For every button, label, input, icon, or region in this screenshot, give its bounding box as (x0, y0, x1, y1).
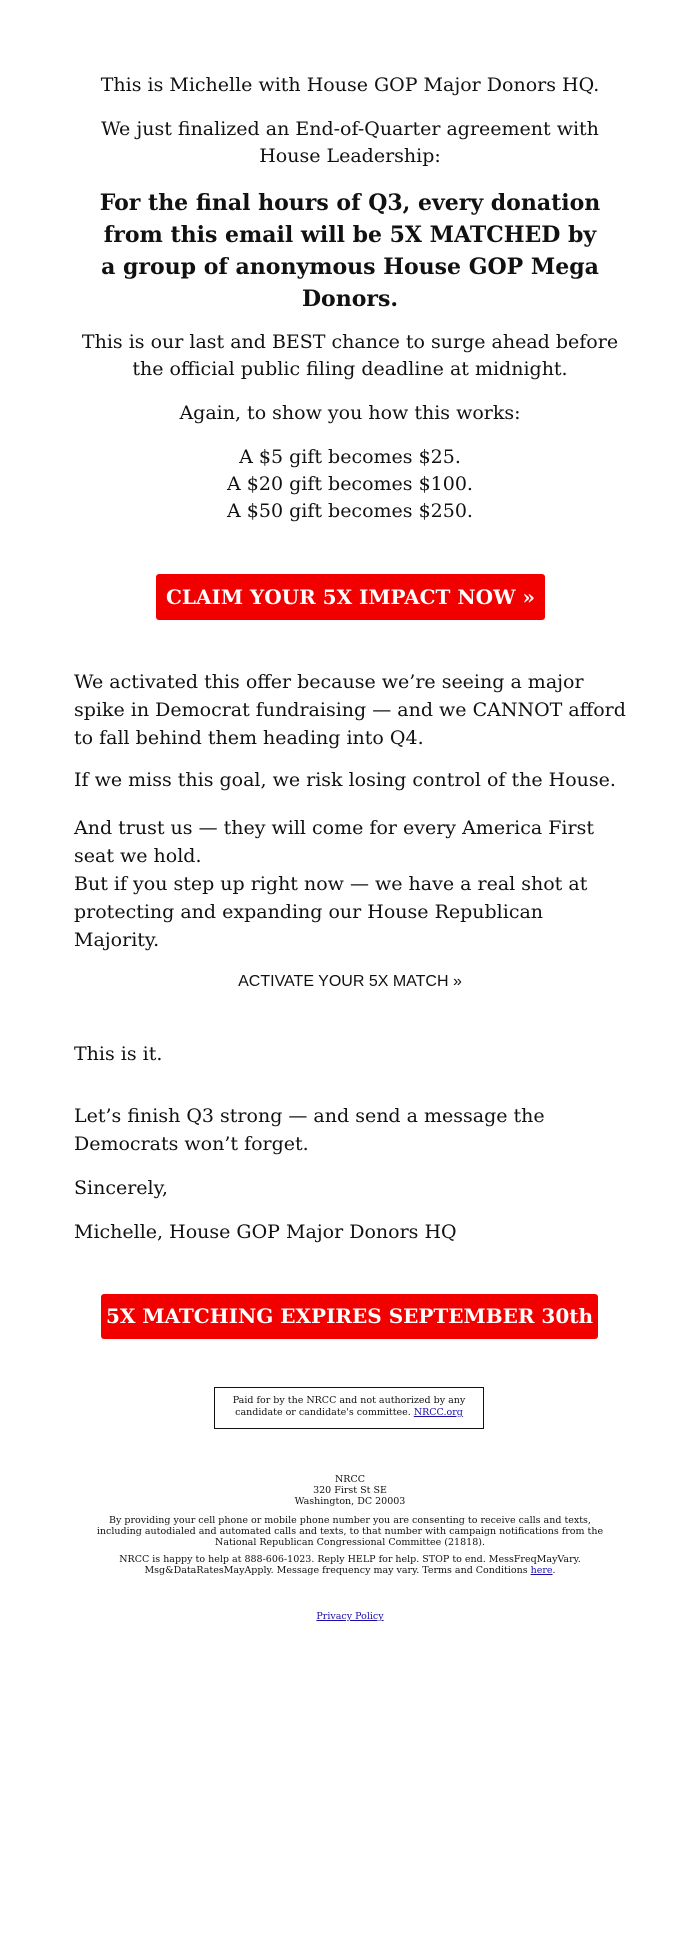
examples-list (0, 444, 700, 525)
chance-text: This is our last and BEST chance to surge ahead before the official public filing deadline at midnight. (81, 331, 619, 380)
signature-text: Michelle, House GOP Major Donors HQ (74, 1221, 457, 1243)
trust-line: And trust us — they will come for every America First seat we hold. (74, 817, 594, 867)
body-paragraph-trust (0, 814, 700, 954)
footer-address (0, 1474, 700, 1507)
disclaimer-text: Paid for by the NRCC and not authorized by any candidate or candidate's committee. (232, 1395, 466, 1418)
example-item: A $50 gift becomes $250. (227, 500, 473, 522)
greeting-text: This is Michelle with House GOP Major Donors HQ. (100, 74, 600, 96)
step-up-line: But if you step up right now — we have a real shot at protecting and expanding our House Republican Majority. (74, 873, 588, 951)
sincerely-text: Sincerely, (74, 1177, 168, 1199)
this-is-it-text: This is it. (74, 1043, 163, 1065)
headline: For the final hours of Q3, every donation from this email will be 5X MATCHED by a group of anonymous House GOP Mega Donors. (99, 190, 601, 312)
example-item: A $5 gift becomes $25. (239, 446, 461, 468)
footer-privacy (0, 1611, 700, 1622)
example-item: A $20 gift becomes $100. (227, 473, 473, 495)
footer-consent: By providing your cell phone or mobile phone number you are consenting to receive calls and texts, including autodialed and automated calls and texts, to that number with campaign notifications from the National Republican Congressional Committee (21818). (96, 1515, 604, 1548)
finish-text: Let’s finish Q3 strong — and send a message the Democrats won’t forget. (74, 1105, 545, 1155)
expires-button[interactable]: 5X MATCHING EXPIRES SEPTEMBER 30th (101, 1294, 598, 1339)
body-paragraph-spike: We activated this offer because we’re seeing a major spike in Democrat fundraising — and we CANNOT afford to fall behind them heading into Q4. (74, 671, 626, 749)
activate-match-link[interactable]: ACTIVATE YOUR 5X MATCH » (238, 973, 462, 990)
footer-street: 320 First St SE (313, 1485, 387, 1496)
footer-help: NRCC is happy to help at 888-606-1023. Reply HELP for help. STOP to end. MessFreqMayVary. Msg&DataRatesMayApply. Message frequency may vary. Terms and Conditions here. (119, 1554, 581, 1576)
claim-impact-button[interactable]: CLAIM YOUR 5X IMPACT NOW » (156, 574, 545, 620)
body-paragraph-goal: If we miss this goal, we risk losing control of the House. (74, 769, 616, 791)
again-text: Again, to show you how this works: (179, 402, 521, 424)
footer-help-text: NRCC is happy to help at 888-606-1023. Reply HELP for help. STOP to end. MessFreqMayVary. Msg&DataRatesMayApply. Message frequency may vary. Terms and Conditions (119, 1554, 581, 1576)
footer-city: Washington, DC 20003 (294, 1496, 406, 1507)
footer-org: NRCC (334, 1474, 365, 1485)
nrcc-org-link[interactable]: NRCC.org (413, 1407, 463, 1418)
terms-here-link[interactable]: here (530, 1565, 553, 1576)
finalized-text: We just finalized an End-of-Quarter agreement with House Leadership: (101, 118, 599, 167)
privacy-policy-link[interactable]: Privacy Policy (316, 1611, 384, 1622)
paid-for-disclaimer (214, 1387, 484, 1429)
